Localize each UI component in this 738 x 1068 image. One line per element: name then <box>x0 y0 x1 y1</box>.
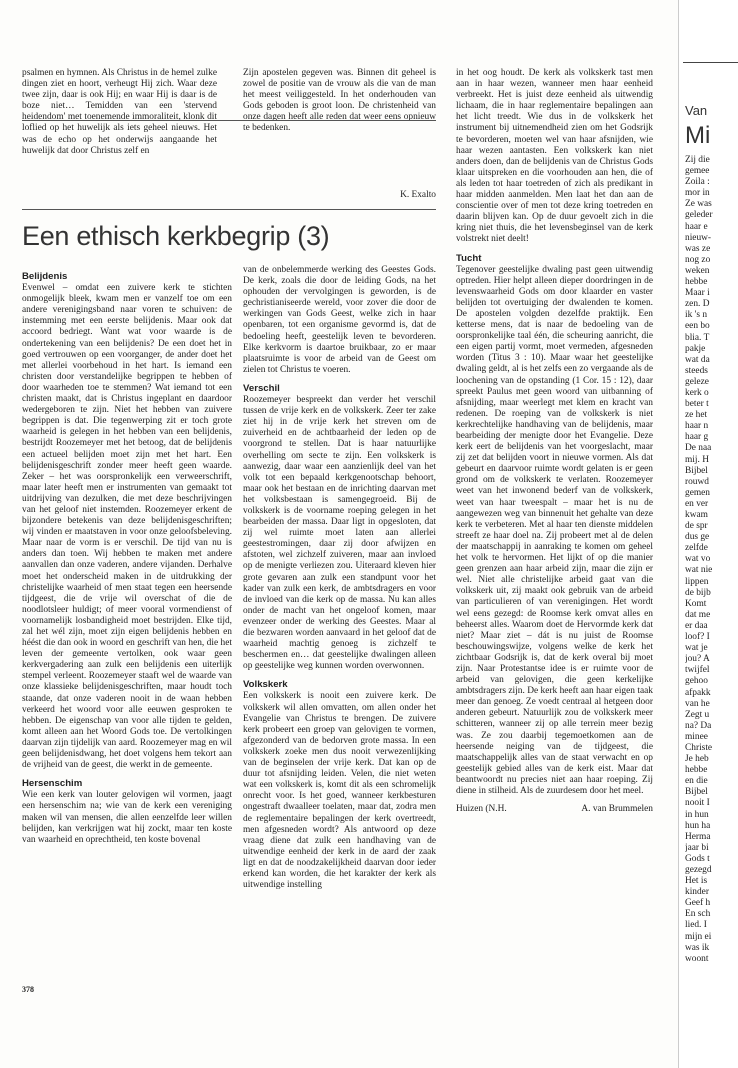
next-page-line: Bijbel <box>685 465 708 476</box>
next-page-line: van he <box>685 698 710 709</box>
next-page-line: woont <box>685 953 709 964</box>
next-page-edge <box>678 0 738 1068</box>
next-page-line: afpakk <box>685 687 711 698</box>
next-page-line: kerk o <box>685 387 709 398</box>
next-page-line: dat me <box>685 609 711 620</box>
next-page-line: haar n <box>685 421 709 432</box>
article-signature <box>456 804 653 815</box>
next-page-line: zelfde <box>685 543 708 554</box>
next-page-line: jou? A <box>685 654 710 665</box>
next-page-line: haar e <box>685 221 708 232</box>
next-page-line: Je heb <box>685 754 709 765</box>
next-page-line: hebbe <box>685 277 708 288</box>
paragraph: van de onbelemmerde werking des Geestes Gods. De kerk, zoals die door de leiding Gods, na het ophouden der vervolgingen is geworden, is de gechristianiseerde wereld, voor zover die door de werkingen van Gods Geest, welke zich in haar openbaren, tot een organisme gevormd is, dat de bedoeling heeft, geestelijk leven te bevorderen. Elke kerkvorm is daartoe bruikbaar, zo er maar plaatsruimte is voor de arbeid van de Geest om zielen tot Christus te voeren. <box>243 265 436 375</box>
next-page-line: jaar bi <box>685 842 709 853</box>
next-page-line: mij. H <box>685 454 709 465</box>
next-page-line: was ze <box>685 243 711 254</box>
article-column-2 <box>243 265 436 898</box>
next-page-line: Christe <box>685 742 713 753</box>
next-page-line: Maar i <box>685 288 710 299</box>
article-place: Huizen (N.H. <box>456 804 507 815</box>
next-page-line: gemen <box>685 487 710 498</box>
section-heading: Hersenschim <box>22 778 83 790</box>
section-heading: Verschil <box>243 382 280 394</box>
next-page-line: Herma <box>685 831 711 842</box>
article-column-1 <box>22 265 232 853</box>
next-page-line: beter t <box>685 399 709 410</box>
next-page-line: hebbe <box>685 765 708 776</box>
next-page-line: Zij die <box>685 155 710 165</box>
next-page-line: nooit I <box>685 798 710 809</box>
paragraph: in het oog houdt. De kerk als volkskerk tast men aan in haar wezen, wanneer men haar eenheid verbreekt. Het is juist deze eenheid als uitwendig lichaam, die in haar reglementaire bepalingen aan het licht treedt. Wie dus in de volkskerk het instrument bij uitnemendheid zien om het Godsrijk te bevorderen, moeten wel van haar afsnijden, wie haar wezen aantasten. Een volkskerk kan niet anders doen, dan de belijdenis van de Christus Gods klaar uitspreken en die voorhouden aan hen, die of als leden tot haar toetreden of zich als predikant in haar midden aanmelden. Men laat het dan aan de conscientie over of men tot deze kring toetreden en daarin blijven kan. Op de duur gevoelt zich in die kring niet thuis, die het levensbeginsel van de kerk volstrekt niet deelt! <box>456 68 653 245</box>
next-page-line: Komt <box>685 598 707 609</box>
next-page-line: geleder <box>685 210 713 221</box>
next-page-line: was ik <box>685 942 710 953</box>
next-page-line: pakje <box>685 343 706 354</box>
section-divider <box>22 209 436 210</box>
next-page-line: en die <box>685 776 708 787</box>
prev-article-text-1: psalmen en hymnen. Als Christus in de hemel zulke dingen ziet en hoort, verheugt Hij zich. Waar deze twee zijn, daar is ook Hij; en waar Hij is daar is de boze niet… Temidden van een 'stervend heidendom' met toenemende immoraliteit, klonk dit loflied op het huwelijk als iets geheel nieuws. Het was de echo op het onderwijs aangaande het huwelijk dat door Christus zelf en <box>22 68 217 156</box>
prev-article-column-1 <box>22 68 217 164</box>
section-heading: Tucht <box>456 252 482 264</box>
next-page-line: mijn ei <box>685 931 712 942</box>
next-page-line: Gods t <box>685 853 710 864</box>
page-number: 378 <box>22 985 34 994</box>
next-page-line: in hun <box>685 809 709 820</box>
next-page-line: geleze <box>685 376 709 387</box>
next-page-line: ik 's n <box>685 310 708 321</box>
next-page-line: wat je <box>685 643 708 654</box>
next-page-line: nog zo <box>685 254 711 265</box>
next-page-title: Mi <box>685 122 711 149</box>
next-page-line: dus ge <box>685 532 710 543</box>
next-page-line: loof? I <box>685 632 710 643</box>
prev-article-text-2: Zijn apostelen gegeven was. Binnen dit geheel is zowel de positie van de vrouw als die van de man het meest veiliggesteld. In het onderhouden van Gods geboden is groot loon. De christenheid van onze dagen heeft alle reden dat weer eens opnieuw te bedenken. <box>243 68 436 134</box>
next-page-line: er daa <box>685 620 708 631</box>
next-page-line: gemee <box>685 166 710 177</box>
paragraph: Roozemeyer bespreekt dan verder het verschil tussen de vrije kerk en de volkskerk. Zeer ter zake ziet hij in de vrije kerk het streven om de zuiverheid en de achtbaarheid der leden op de voorgrond te stellen. Dat is haar natuurlijke overhelling om secte te zijn. Een volkskerk is aanwezig, daar waar een aanzienlijk deel van het volk tot een bepaald kerkgenootschap behoort, maar ook het bestaan en de inrichting daarvan met het volksbestaan is samengegroeid. Bij de volkskerk is de voorname roeping gelegen in het bearbeiden der massa. Daar ligt in opgesloten, dat zij wel ruimte moet laten aan allerlei geestestromingen, daar zij door afwijzen en afstoten, wel zichzelf zuiveren, maar aan invloed op de menigte verliezen zou. Uiteraard kleven hier grote gevaren aan zulk een standpunt voor het kader van zulk een kerk, de ambtsdragers en voor de invloed van die kerk op de massa. Nu kan alles onder de macht van het ongeloof komen, maar evenzeer onder de werking des Geestes. Maar al die bezwaren worden aanvaard in het geloof dat de waarheid machtig genoeg is zichzelf te beschermen en… dat geestelijke dwalingen alleen op geestelijke weg kunnen worden overwonnen. <box>243 395 436 672</box>
next-page-line: minee <box>685 731 708 742</box>
section-heading: Belijdenis <box>22 271 68 282</box>
next-page-line: rouwd <box>685 476 709 487</box>
next-page-line: Ze was <box>685 199 712 210</box>
next-page-text <box>685 155 713 965</box>
article-column-3-body <box>456 68 653 797</box>
next-page-line: na? Da <box>685 720 712 731</box>
next-page-line: wat vo <box>685 554 711 565</box>
next-page-line: hun ha <box>685 820 711 831</box>
next-page-line: Zoila : <box>685 177 710 188</box>
next-page-line: lied. I <box>685 920 707 931</box>
next-page-line: de bijb <box>685 587 711 598</box>
prev-article-author: K. Exalto <box>400 190 436 200</box>
next-page-line: ze het <box>685 410 708 421</box>
prev-article-column-2 <box>243 68 436 142</box>
next-page-line: mor in <box>685 188 710 199</box>
next-page-line: weken <box>685 265 710 276</box>
next-page-line: Zegt u <box>685 709 710 720</box>
next-page-line: En sch <box>685 909 711 920</box>
next-page-line: kinder <box>685 887 709 898</box>
next-page-line: zen. D <box>685 299 710 310</box>
article-title: Een ethisch kerkbegrip (3) <box>22 221 330 251</box>
next-page-line: twijfel <box>685 665 710 676</box>
next-page-line: blia. T <box>685 332 710 343</box>
article-author: A. van Brummelen <box>581 804 653 815</box>
next-page-line: Geef h <box>685 898 711 909</box>
next-page-line: lippen <box>685 576 709 587</box>
next-page-line: Het is <box>685 876 708 887</box>
next-page-line: Bijbel <box>685 787 708 798</box>
next-page-line: de spr <box>685 521 708 532</box>
next-page-line: nieuw- <box>685 232 712 243</box>
paragraph: Wie een kerk van louter gelovigen wil vormen, jaagt een hersenschim na; wie van de kerk een vereniging maken wil van mensen, die allen eenzelfde leer willen belijden, kan verkrijgen wat hij zockt, maar ten koste van waarheid en oprechtheid, ten koste bovenal <box>22 790 232 845</box>
section-heading: Volkskerk <box>243 679 288 691</box>
next-page-line: wat nie <box>685 565 713 576</box>
next-page-line: steeds <box>685 365 708 376</box>
next-page-heading: Van <box>685 103 708 118</box>
next-page-line: haar g <box>685 432 709 443</box>
next-page-line: De naa <box>685 443 712 454</box>
prev-article-rule <box>22 120 436 121</box>
next-page-line: en ver <box>685 498 709 509</box>
next-page-line: gehoo <box>685 676 708 687</box>
paragraph: Tegenover geestelijke dwaling past geen uitwendig optreden. Hier helpt alleen dieper doordringen in de levenswaarheid Gods om door klaarder en vaster belijden tot overtuiging der dwalenden te komen. De apostelen volgden dezelfde praktijk. Een ketterse mens, dat is naar de bedoeling van de oorspronkelijke taal één, die scheuring aanricht, die een eigen partij vormt, moet vermeden, afgesneden worden (Titus 3 : 10). Maar waar het geestelijke dwaling geldt, al is het zelfs een zo vergaande als de loochening van de opstanding (1 Cor. 15 : 12), daar spreekt Paulus met geen woord van uitbanning of afsnijding, maar weerlegt met klem en kracht van redenen. De roeping van de volkskerk is niet kerkrechtelijke handhaving van de belijdenis, maar bearbeiding der menigte door het Evangelie. Deze kerk eert de belijdenis van het voorgeslacht, maar zij zet dat belijden voort in nieuwe vormen. Als dat gebeurt en daarvoor ruimte wordt gelaten is er geen grond om de volkskerk te verlaten. Roozemeyer weet van het inwonend bederf van de volkskerk, weet van haar tweespalt – maar het is nu de aangewezen weg van binnenuit het gehalte van deze kerk te verbeteren. Met al haar ten dienste middelen streeft ze haar doel na. Zij probeert met al de delen der maatschappij in aanraking te komen om geheel het volk te hervormen. Het lijkt of op die manier geen grenzen aan haar arbeid zijn, maar die zijn er wel. Niet alle christelijke arbeid gaat van die volkskerk uit, zij maakt ook gebruik van de arbeid van particulieren of van verenigingen. Het wordt wel eens gezegd: de Roomse kerk omvat alles en beheerst alles. Waarom doet de Hervormde kerk dat niet? Maar ziet – dát is nu juist de Roomse beschouwingswijze, volgens welke de kerk het zichtbaar Godsrijk is, dat de kerk overal bij moet zijn. Naar Protestantse idee is er ruimte voor de arbeid van gelovigen, die geen kerkelijke ambtsdragers zijn. De kerk heeft aan haar eigen taak meer dan genoeg. Ze voedt centraal al hetgeen door anderen gebeurt. Natuurlijk zou de volkskerk meer schitteren, wanneer zij op alle terrein meer bezig was. Ze zou daarbij tegemoetkomen aan de heersende neiging van de tijdgeest, die maatschappelijk alles van de staat verwacht en op geestelijk gebied alles van de kerk eist. Maar dat beantwoordt nu precies niet aan haar roeping. Zij diene in stilheid. Als de zuurdesem door het meel. <box>456 264 653 796</box>
article-column-3 <box>456 68 653 815</box>
next-page-line: gezegd <box>685 865 712 875</box>
next-page-line: een bo <box>685 321 710 332</box>
next-page-line: wat da <box>685 354 710 365</box>
next-page-line: kwam <box>685 510 708 520</box>
next-page-rule <box>683 62 738 63</box>
paragraph: Evenwel – omdat een zuivere kerk te stichten onmogelijk bleek, kwam men er vanzelf toe om een andere verenigingsband naar voren te schuiven: de instemming met een eerste belijdenis. Maar ook dat accoord bedriegt. Want wat voor waarde is de ondertekening van een belijdenis? De een doet het in goed vertrouwen op een voorganger, de ander doet het met allerlei voorbehoud in het hart. Is iemand een christen door verstandelijke begrippen te hebben of door waarheden toe te stemmen? Wat iemand tot een christen maakt, dat is Christus ingeplant en daardoor wedergeboren te zijn. Niet het hebben van zuivere begrippen is dat. Die tegenwerping zit er toch grote waarheid is gelegen in het hebben van een belijdenis, bestrijdt Roozemeyer met het betoog, dat de belijdenis een actueel belijden moet zijn met het hart. Een belijdenisgeschrift zonder meer heeft geen waarde. Zeker – het was oorspronkelijk een verweerschrift, maar later heeft men er instrumenten van gemaakt tot uitdrijving van dezulken, die met deze beschrijvingen van het geloof niet instemden. Roozemeyer erkent de bijzondere betekenis van deze belijdenisgeschriften; wij vinden er maatstaven in voor onze geloofsbeleving. Maar naar de vorm is er verschil. De tijd van nu is anders dan toen. Wij hebben te maken met andere aanvallen dan onze vaderen, andere vijanden. Derhalve moet het onderscheid maken in de uitdrukking der christelijke waarheid of men staat tegen een heersende tijdgeest, die de vrije wil overschat of die de noodlotsleer huldigt; of meer vooral vormendienst of voornamelijk losbandigheid moet bestrijden. Elke tijd, zal het wél zijn, moet zijn eigen belijdenis hebben en héést die dan ook in woord en geschrift van hen, die het leven der gemeente vertolken, ook waar geen kerkvergadering aan zulk een belijdenis een uiterlijk stempel verleent. Roozemeyer staaft wel de waarde van onze klassieke belijdenisgeschriften, maar houdt toch staande, dat onze vaderen nooit in de waan hebben verkeerd het woord voor alle eeuwen gesproken te hebben. De eigenschap van voor alle tijden te gelden, komt alleen aan het Woord Gods toe. De vertolkingen daarvan zijn tijdelijk van aard. Roozemeyer mag en wil geen belijdenisdwang, het doet volgens hem tekort aan de vrijheid van de geest, die werkt in de gemeente. <box>22 283 232 771</box>
paragraph: Een volkskerk is nooit een zuivere kerk. De volkskerk wil allen omvatten, om allen onder het Evangelie van Christus te brengen. De zuivere kerk probeert een groep van gelovigen te vormen, afgezonderd van de bedorven grote massa. In een volkskerk zoeke men dus nooit verwezenlijking van de beginselen der vrije kerk. Dat kan op de duur tot afsnijding leiden. Velen, die niet weten wat een volkskerk is, komt dit als een schromelijk onrecht voor. Is het goed, wanneer kerkbesturen ongestraft dwaalleer toelaten, maar dat, zodra men de reglementaire bepalingen der kerk overtreedt, men afgesneden wordt? Als antwoord op deze vraag diene dat zulk een handhaving van de uitwendige eenheid der kerk in de aard der zaak ligt en dat de noodzakelijkheid daarvan door ieder erkend kan worden, die het karakter der kerk als uitwendige instelling <box>243 691 436 891</box>
